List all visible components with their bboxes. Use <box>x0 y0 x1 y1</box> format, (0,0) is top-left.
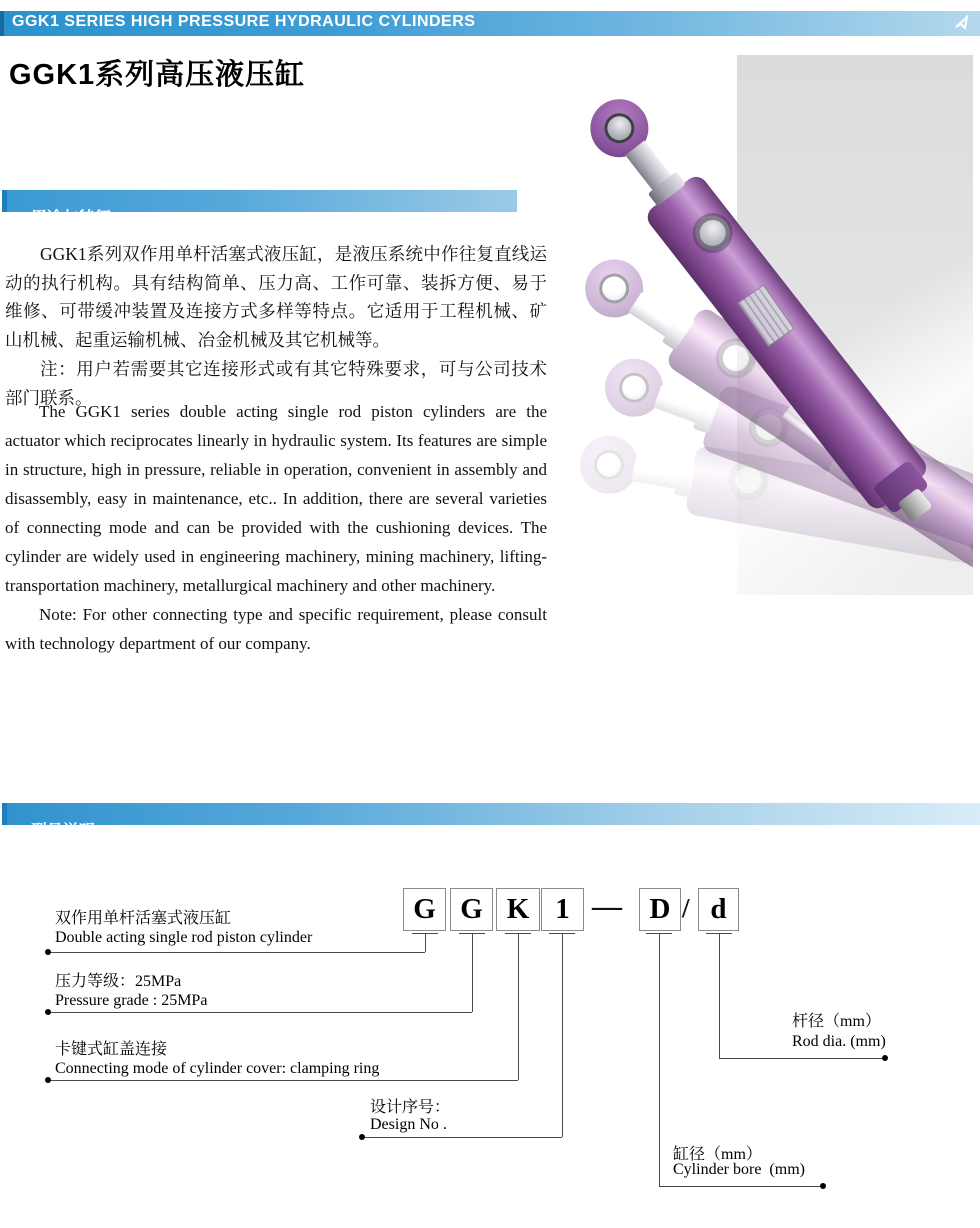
paragraph-zh-2: 注：用户若需要其它连接形式或有其它特殊要求，可与公司技术部门联系。 <box>5 358 547 408</box>
code-slash: / <box>682 893 690 923</box>
connector-line <box>425 934 426 952</box>
connector-line <box>659 1186 823 1187</box>
label-cylinder-bore-en: Cylinder bore (mm) <box>673 1161 805 1178</box>
code-box-g2: G <box>450 888 493 931</box>
connector-line <box>719 1058 885 1059</box>
section-title-zh: 型号说明 <box>30 823 100 840</box>
label-rod-dia-en: Rod dia. (mm) <box>792 1033 886 1050</box>
paragraph-en-1: The GGK1 series double acting single rod piston cylinders are the actuator which reciprocates linearly in hydraulic system. Its features are simple in structure, high in pressure, reliable in operation, convenient in assembly and disassembly, easy in maintenance, etc.. In addition, there are several varieties of connecting mode and can be provided with the cushioning devices. The cylinder are widely used in engineering machinery, mining machinery, lifting-transportation machinery, metallurgical machinery and other machinery. <box>5 402 547 595</box>
label-connecting-mode-en: Connecting mode of cylinder cover: clamping ring <box>55 1060 380 1077</box>
applications-text-zh <box>5 240 547 412</box>
section-title-en: / MODEL CODE <box>105 823 226 840</box>
connector-line <box>48 1080 518 1081</box>
label-design-no-zh: 设计序号： <box>370 1099 451 1116</box>
product-photo <box>560 55 973 596</box>
code-box-1: 1 <box>541 888 584 931</box>
top-banner-title: GGK1 SERIES HIGH PRESSURE HYDRAULIC CYLINDERS <box>12 13 476 30</box>
connector-line <box>472 934 473 1012</box>
connector-line <box>362 1137 562 1138</box>
label-cylinder-type-en: Double acting single rod piston cylinder <box>55 929 313 946</box>
connector-dot <box>45 949 51 955</box>
connector-dot <box>359 1134 365 1140</box>
label-cylinder-bore-zh: 缸径（mm） <box>673 1146 762 1163</box>
label-pressure-grade-en: Pressure grade : 25MPa <box>55 992 208 1009</box>
corner-arrow-icon <box>954 15 972 31</box>
code-box-g1: G <box>403 888 446 931</box>
connector-dot <box>45 1009 51 1015</box>
section-title-en: / APPLICATIONS & FEATURES <box>121 210 361 227</box>
section-header-applications <box>2 190 517 227</box>
page-title: GGK1系列高压液压缸 <box>9 59 306 91</box>
applications-text-en <box>5 397 547 658</box>
code-dash: — <box>592 890 622 923</box>
label-connecting-mode-zh: 卡键式缸盖连接 <box>55 1041 168 1058</box>
label-cylinder-type-zh: 双作用单杆活塞式液压缸 <box>55 910 232 927</box>
section-title-zh: 用途与特征 <box>30 210 116 227</box>
code-box-D: D <box>639 888 681 931</box>
label-pressure-grade-zh: 压力等级：25MPa <box>55 973 182 990</box>
connector-line <box>659 934 660 1186</box>
connector-line <box>48 952 425 953</box>
paragraph-en-2: Note: For other connecting type and specific requirement, please consult with technology department of our company. <box>5 605 547 653</box>
connector-line <box>48 1012 472 1013</box>
code-box-d: d <box>698 888 739 931</box>
connector-dot <box>820 1183 826 1189</box>
connector-line <box>518 934 519 1080</box>
top-banner <box>0 11 980 36</box>
connector-line <box>719 934 720 1058</box>
label-rod-dia-zh: 杆径（mm） <box>792 1013 881 1030</box>
code-box-k: K <box>496 888 540 931</box>
connector-line <box>562 934 563 1137</box>
label-design-no-en: Design No . <box>370 1116 447 1133</box>
paragraph-zh-1: GGK1系列双作用单杆活塞式液压缸，是液压系统中作往复直线运动的执行机构。具有结构简单、压力高、工作可靠、装拆方便、易于维修、可带缓冲装置及连接方式多样等特点。它适用于工程机械、矿山机械、起重运输机械、冶金机械及其它机械等。 <box>5 244 547 351</box>
connector-dot <box>882 1055 888 1061</box>
connector-dot <box>45 1077 51 1083</box>
section-header-model-code <box>2 803 980 840</box>
